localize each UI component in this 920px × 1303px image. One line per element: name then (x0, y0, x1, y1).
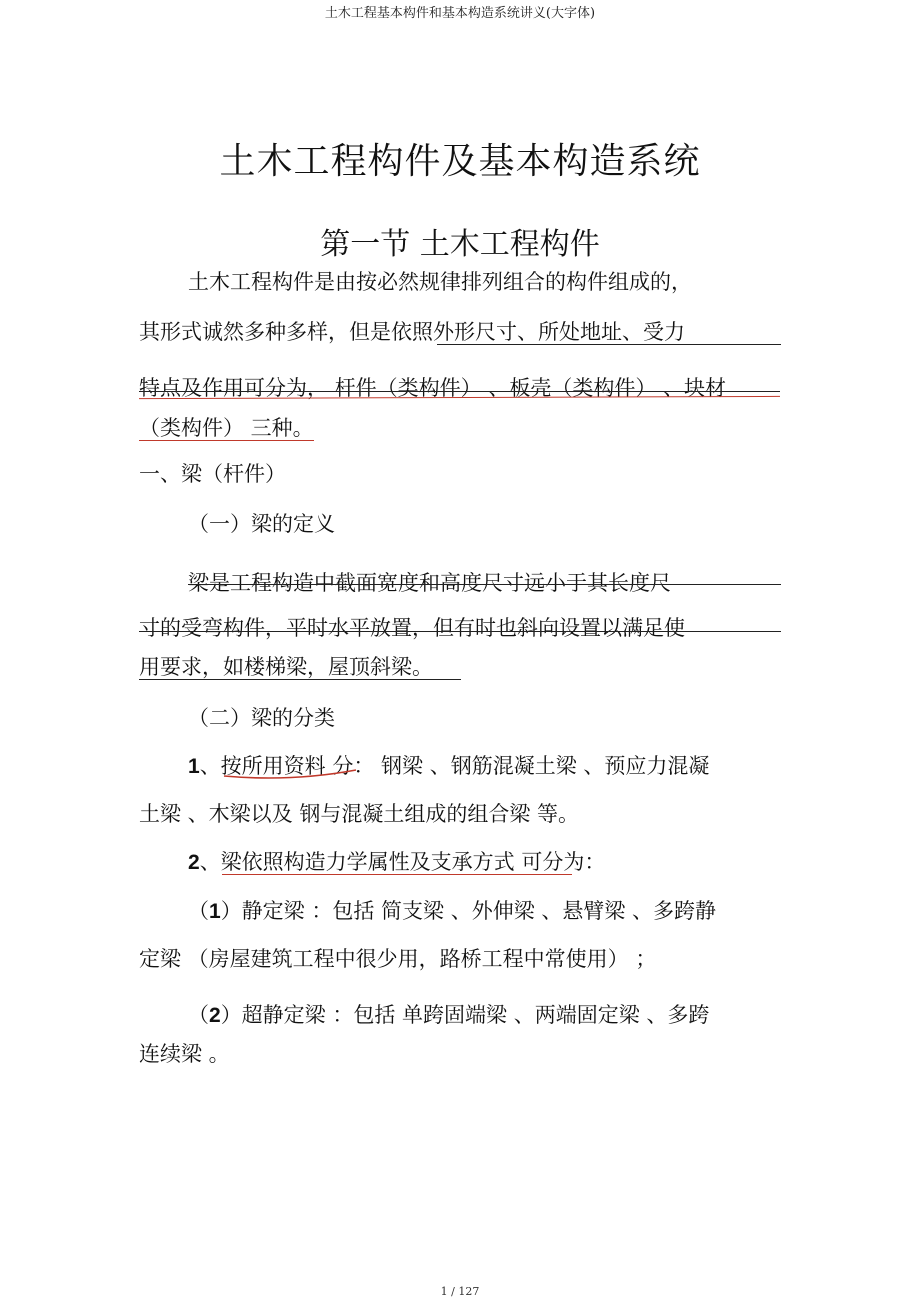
item-2-text: 、梁依照构造力学属性及支承方式 可分为： (199, 850, 606, 874)
item-2a-line-2: 定梁 （房屋建筑工程中很少用，路桥工程中常使用） ； (139, 947, 657, 971)
item-2b-line-2: 连续梁 。 (139, 1042, 230, 1066)
item-1-number: 1 (188, 755, 200, 778)
section-title: 第一节 土木工程构件 (320, 227, 600, 262)
red-underline (139, 440, 314, 441)
item-2-number: 2 (188, 851, 200, 874)
item-2a-line-1 (188, 901, 716, 922)
intro-line-1: 土木工程构件是由按必然规律排列组合的构件组成的， (188, 270, 692, 294)
item-2b-line-1 (188, 1005, 709, 1026)
strikethrough-line (188, 584, 781, 585)
subheading-definition: （一）梁的定义 (188, 512, 335, 536)
definition-line-3: 用要求，如楼梯梁，屋顶斜梁。 (139, 655, 433, 679)
heading-beam: 一、梁（杆件） (139, 462, 286, 486)
item-1-line-2: 土梁 、木梁以及 钢与混凝土组成的组合梁 等。 (139, 802, 580, 826)
definition-line-1: 梁是工程构造中截面宽度和高度尺寸远小于其长度尺 (188, 571, 671, 595)
red-underline (222, 766, 358, 780)
item-2b-number: 2 (209, 1004, 221, 1027)
paren-open: （ (188, 899, 209, 923)
paren-open: （ (188, 1003, 209, 1027)
page-number: 1 / 127 (440, 1285, 480, 1298)
strikethrough-line (139, 391, 780, 392)
definition-line-2: 寸的受弯构件，平时水平放置，但有时也斜向设置以满足使 (139, 616, 685, 640)
strikethrough-line (139, 631, 781, 632)
document-title: 土木工程构件及基本构造系统 (219, 141, 701, 182)
item-2a-number: 1 (209, 900, 221, 923)
subheading-classification: （二）梁的分类 (188, 706, 335, 730)
intro-line-4: （类构件） 三种。 (139, 416, 314, 440)
intro-line-3: 特点及作用可分为， 杆件（类构件） 、板壳（类构件） 、块材 (139, 376, 727, 400)
document-header: 土木工程基本构件和基本构造系统讲义(大字体) (324, 6, 596, 21)
intro-line-2: 其形式诚然多种多样，但是依照外形尺寸、所处地址、受力 (139, 320, 685, 344)
item-2a-text: ）静定梁 ：包括 简支梁 、外伸梁 、悬臂梁 、多跨静 (220, 899, 717, 923)
item-2-line-1 (188, 852, 605, 873)
item-1-text: 、按所用资料 分： 钢梁 、钢筋混凝土梁 、预应力混凝 (199, 754, 710, 778)
red-underline (222, 874, 572, 875)
item-2b-text: ）超静定梁 ：包括 单跨固端梁 、两端固定梁 、多跨 (220, 1003, 710, 1027)
underline (139, 679, 461, 680)
underline (437, 344, 781, 345)
